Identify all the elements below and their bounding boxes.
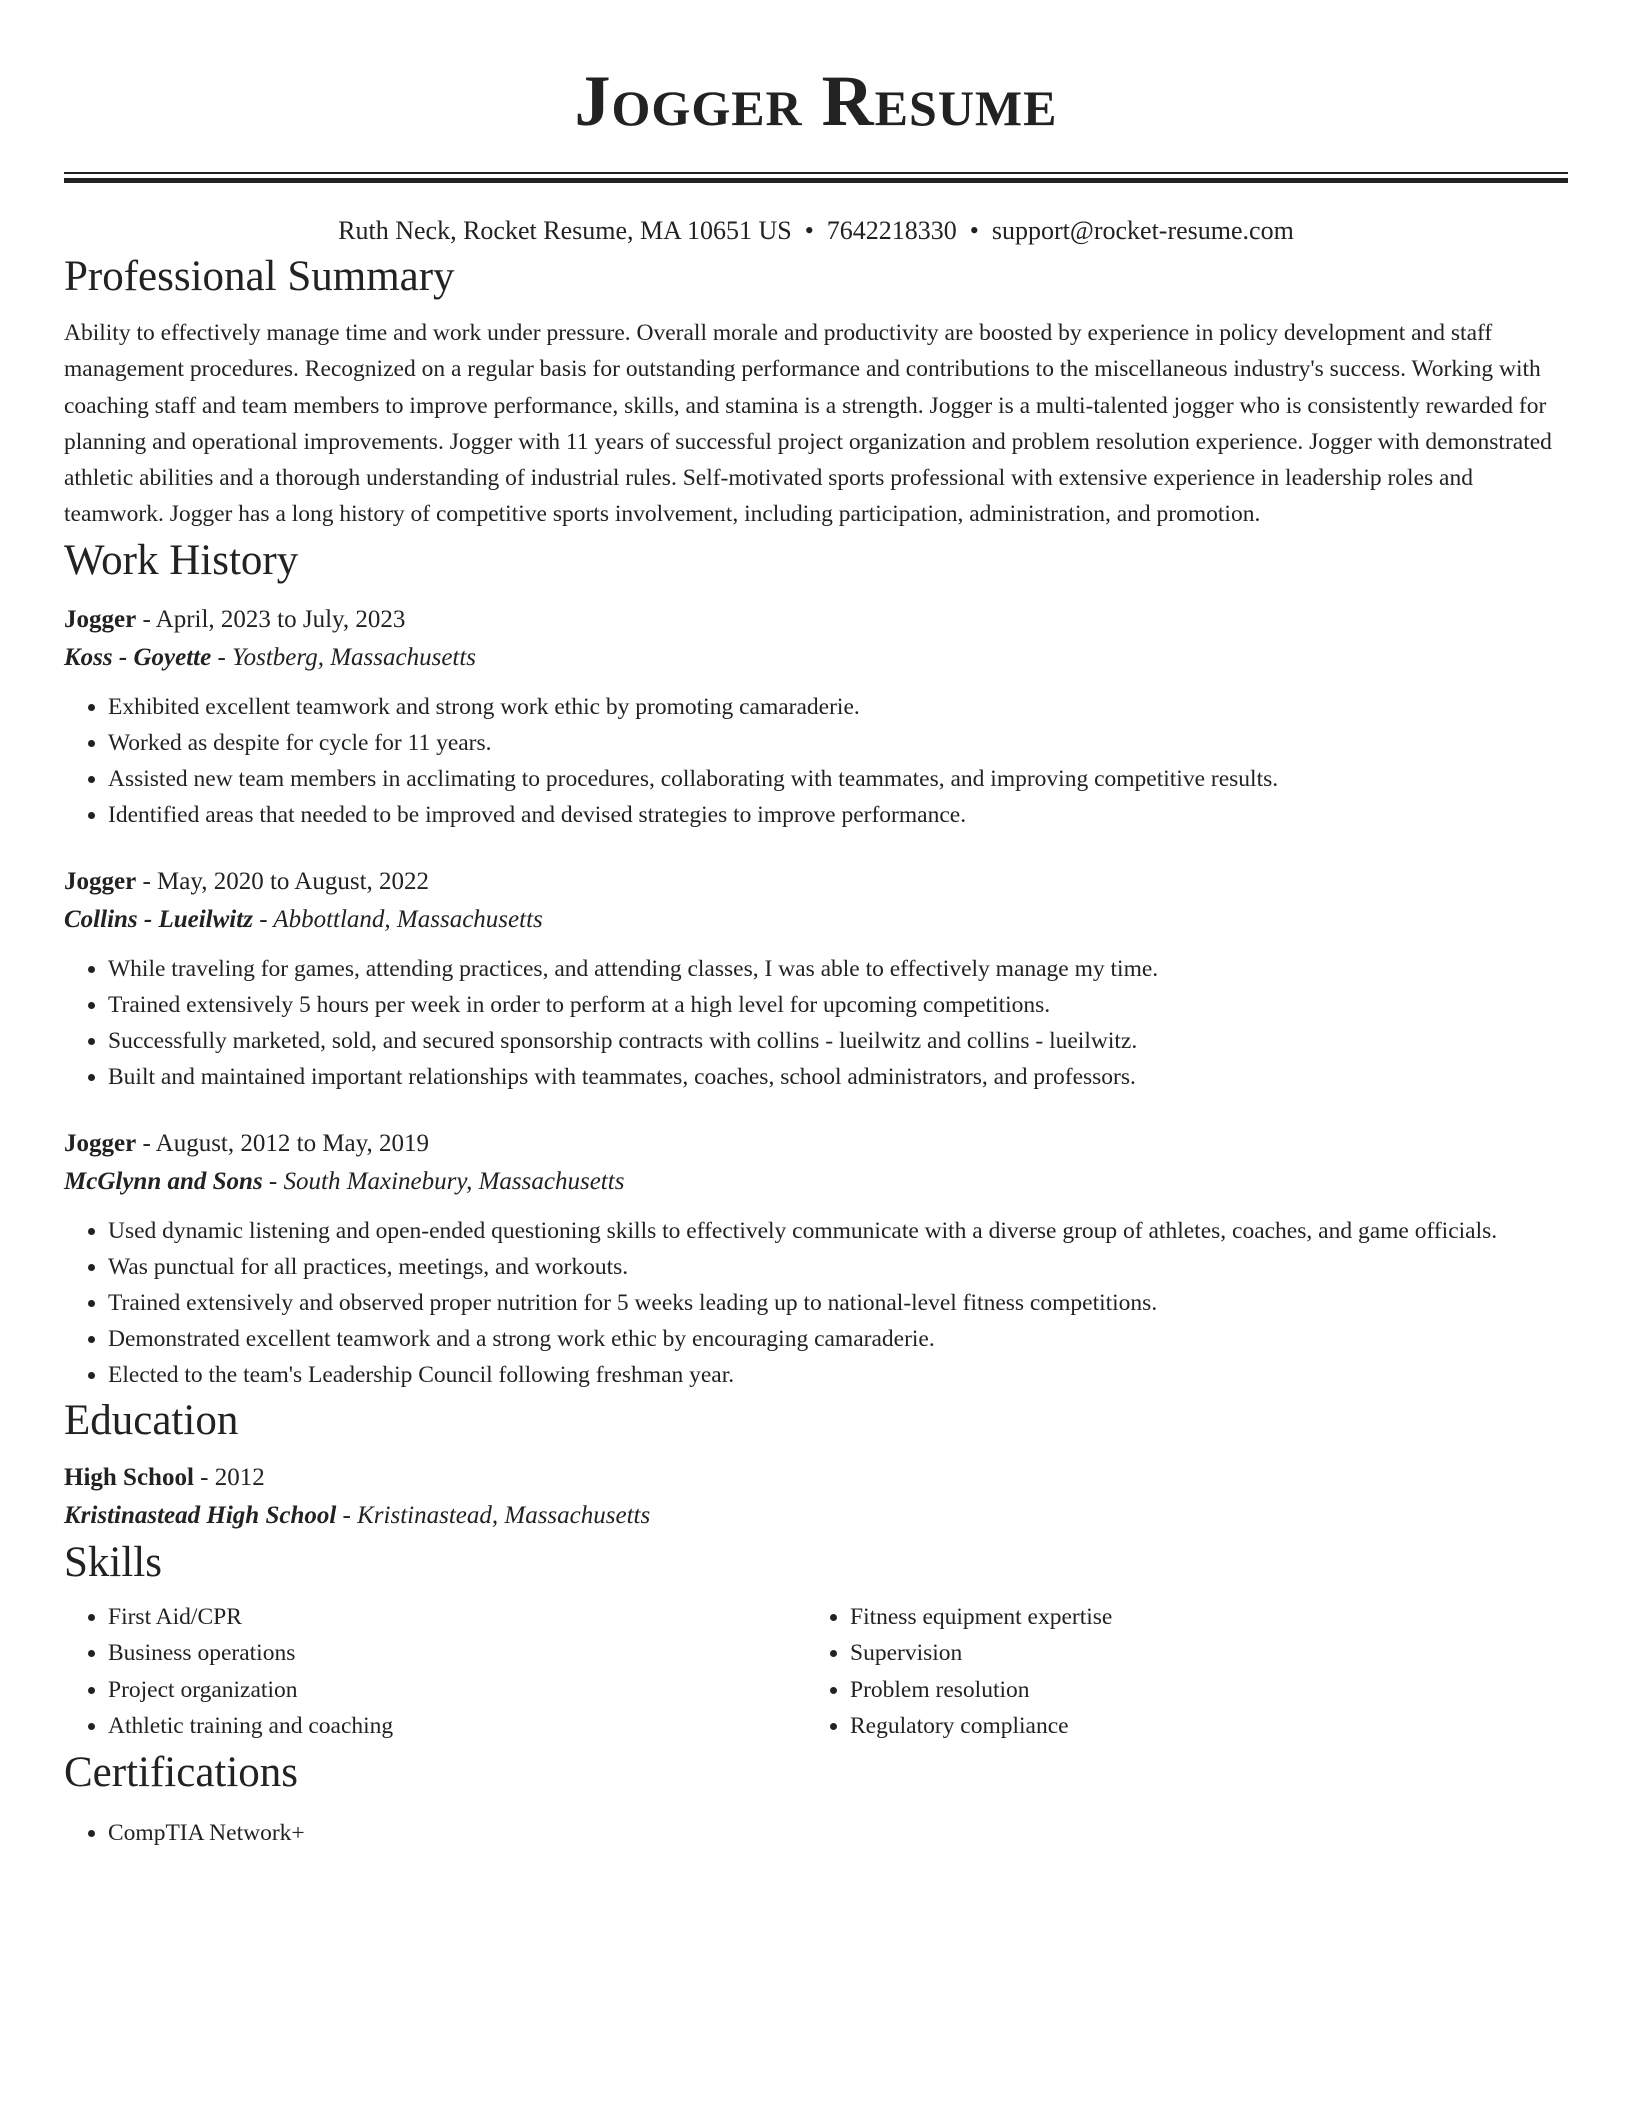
skill-item: • First Aid/CPR (108, 1599, 806, 1636)
job-title-line (64, 1125, 1568, 1163)
skills-column-right (806, 1599, 1548, 1745)
summary-heading: Professional Summary (64, 253, 455, 300)
job-location: - Yostberg, Massachusetts (211, 643, 477, 671)
job-company-line (64, 1163, 1568, 1201)
job-title: Jogger (64, 867, 137, 895)
skills-column-left (64, 1599, 806, 1745)
job-bullet: • Trained extensively and observed proper nutrition for 5 weeks leading up to national-level fitness competitions. (108, 1285, 1568, 1321)
skill-item: • Problem resolution (850, 1672, 1548, 1709)
skill-item: • Athletic training and coaching (108, 1708, 806, 1745)
work-history-heading: Work History (64, 536, 299, 584)
job-entry (64, 863, 1568, 1095)
contact-line (64, 213, 1568, 249)
job-dates: - April, 2023 to July, 2023 (136, 605, 406, 633)
job-title: Jogger (64, 605, 137, 633)
contact-phone: 7642218330 (826, 216, 957, 245)
contact-separator: • (804, 216, 814, 245)
job-bullet: • Trained extensively 5 hours per week in order to perform at a high level for upcoming competitions. (108, 987, 1568, 1023)
job-bullets (64, 1213, 1568, 1393)
job-company: McGlynn and Sons (64, 1167, 263, 1195)
job-entry (64, 601, 1568, 833)
title-divider (64, 172, 1568, 183)
skill-item: • Supervision (850, 1635, 1548, 1672)
job-bullet: • Was punctual for all practices, meetings, and workouts. (108, 1249, 1568, 1285)
education-location: - Kristinastead, Massachusetts (336, 1501, 651, 1529)
contact-email: support@rocket-resume.com (991, 216, 1294, 245)
education-heading: Education (64, 1396, 239, 1444)
job-dates: - May, 2020 to August, 2022 (136, 867, 430, 895)
job-bullet: • Built and maintained important relationships with teammates, coaches, school administrators, and professors. (108, 1059, 1568, 1095)
job-bullet: • Identified areas that needed to be improved and devised strategies to improve performance. (108, 797, 1568, 833)
skill-item: • Regulatory compliance (850, 1708, 1548, 1745)
job-location: - South Maxinebury, Massachusetts (262, 1167, 625, 1195)
job-bullet: • Worked as despite for cycle for 11 years. (108, 725, 1568, 761)
job-bullet: • Used dynamic listening and open-ended questioning skills to effectively communicate with a diverse group of athletes, coaches, and game officials. (108, 1213, 1568, 1249)
job-company: Koss - Goyette (64, 643, 212, 671)
job-bullet: • While traveling for games, attending practices, and attending classes, I was able to effectively manage my time. (108, 951, 1568, 987)
contact-address: Ruth Neck, Rocket Resume, MA 10651 US (338, 216, 792, 245)
job-location: - Abbottland, Massachusetts (252, 905, 543, 933)
summary-text: Ability to effectively manage time and work under pressure. Overall morale and productivity are boosted by experience in policy development and staff management procedures. Recognized on a regular basis for outstanding performance and contributions to the miscellaneous industry's success. Working with coaching staff and team members to improve performance, skills, and stamina is a strength. Jogger is a multi-talented jogger who is consistently rewarded for planning and operational improvements. Jogger with 11 years of successful project organization and problem resolution experience. Jogger with demonstrated athletic abilities and a thorough understanding of industrial rules. Self-motivated sports professional with extensive experience in leadership roles and teamwork. Jogger has a long history of competitive sports involvement, including participation, administration, and promotion. (64, 320, 1552, 528)
job-company: Collins - Lueilwitz (64, 905, 253, 933)
education-degree-line (64, 1459, 1568, 1497)
education-school-line (64, 1497, 1568, 1535)
job-title-line (64, 863, 1568, 901)
skill-item: • Fitness equipment expertise (850, 1599, 1548, 1636)
certification-item: • CompTIA Network+ (108, 1815, 1568, 1851)
job-dates: - August, 2012 to May, 2019 (136, 1129, 430, 1157)
resume-title: Jogger Resume (574, 61, 1058, 141)
job-title: Jogger (64, 1129, 137, 1157)
skill-item: • Project organization (108, 1672, 806, 1709)
education-entry (64, 1459, 1568, 1535)
skills-heading: Skills (64, 1538, 162, 1586)
certifications-heading: Certifications (64, 1748, 299, 1796)
job-entry (64, 1125, 1568, 1393)
certifications-list (64, 1815, 1568, 1851)
job-bullets (64, 951, 1568, 1095)
education-year: - 2012 (193, 1463, 265, 1491)
skills-list (64, 1599, 1568, 1745)
job-company-line (64, 639, 1568, 677)
job-title-line (64, 601, 1568, 639)
job-bullets (64, 689, 1568, 833)
job-bullet: • Elected to the team's Leadership Council following freshman year. (108, 1357, 1568, 1393)
job-bullet: • Assisted new team members in acclimating to procedures, collaborating with teammates, and improving competitive results. (108, 761, 1568, 797)
education-school: Kristinastead High School (64, 1501, 337, 1529)
skill-item: • Business operations (108, 1635, 806, 1672)
job-company-line (64, 901, 1568, 939)
job-bullet: • Successfully marketed, sold, and secured sponsorship contracts with collins - lueilwitz and collins - lueilwitz. (108, 1023, 1568, 1059)
job-bullet: • Exhibited excellent teamwork and strong work ethic by promoting camaraderie. (108, 689, 1568, 725)
job-bullet: • Demonstrated excellent teamwork and a strong work ethic by encouraging camaraderie. (108, 1321, 1568, 1357)
contact-separator: • (969, 216, 979, 245)
education-degree: High School (64, 1463, 194, 1491)
